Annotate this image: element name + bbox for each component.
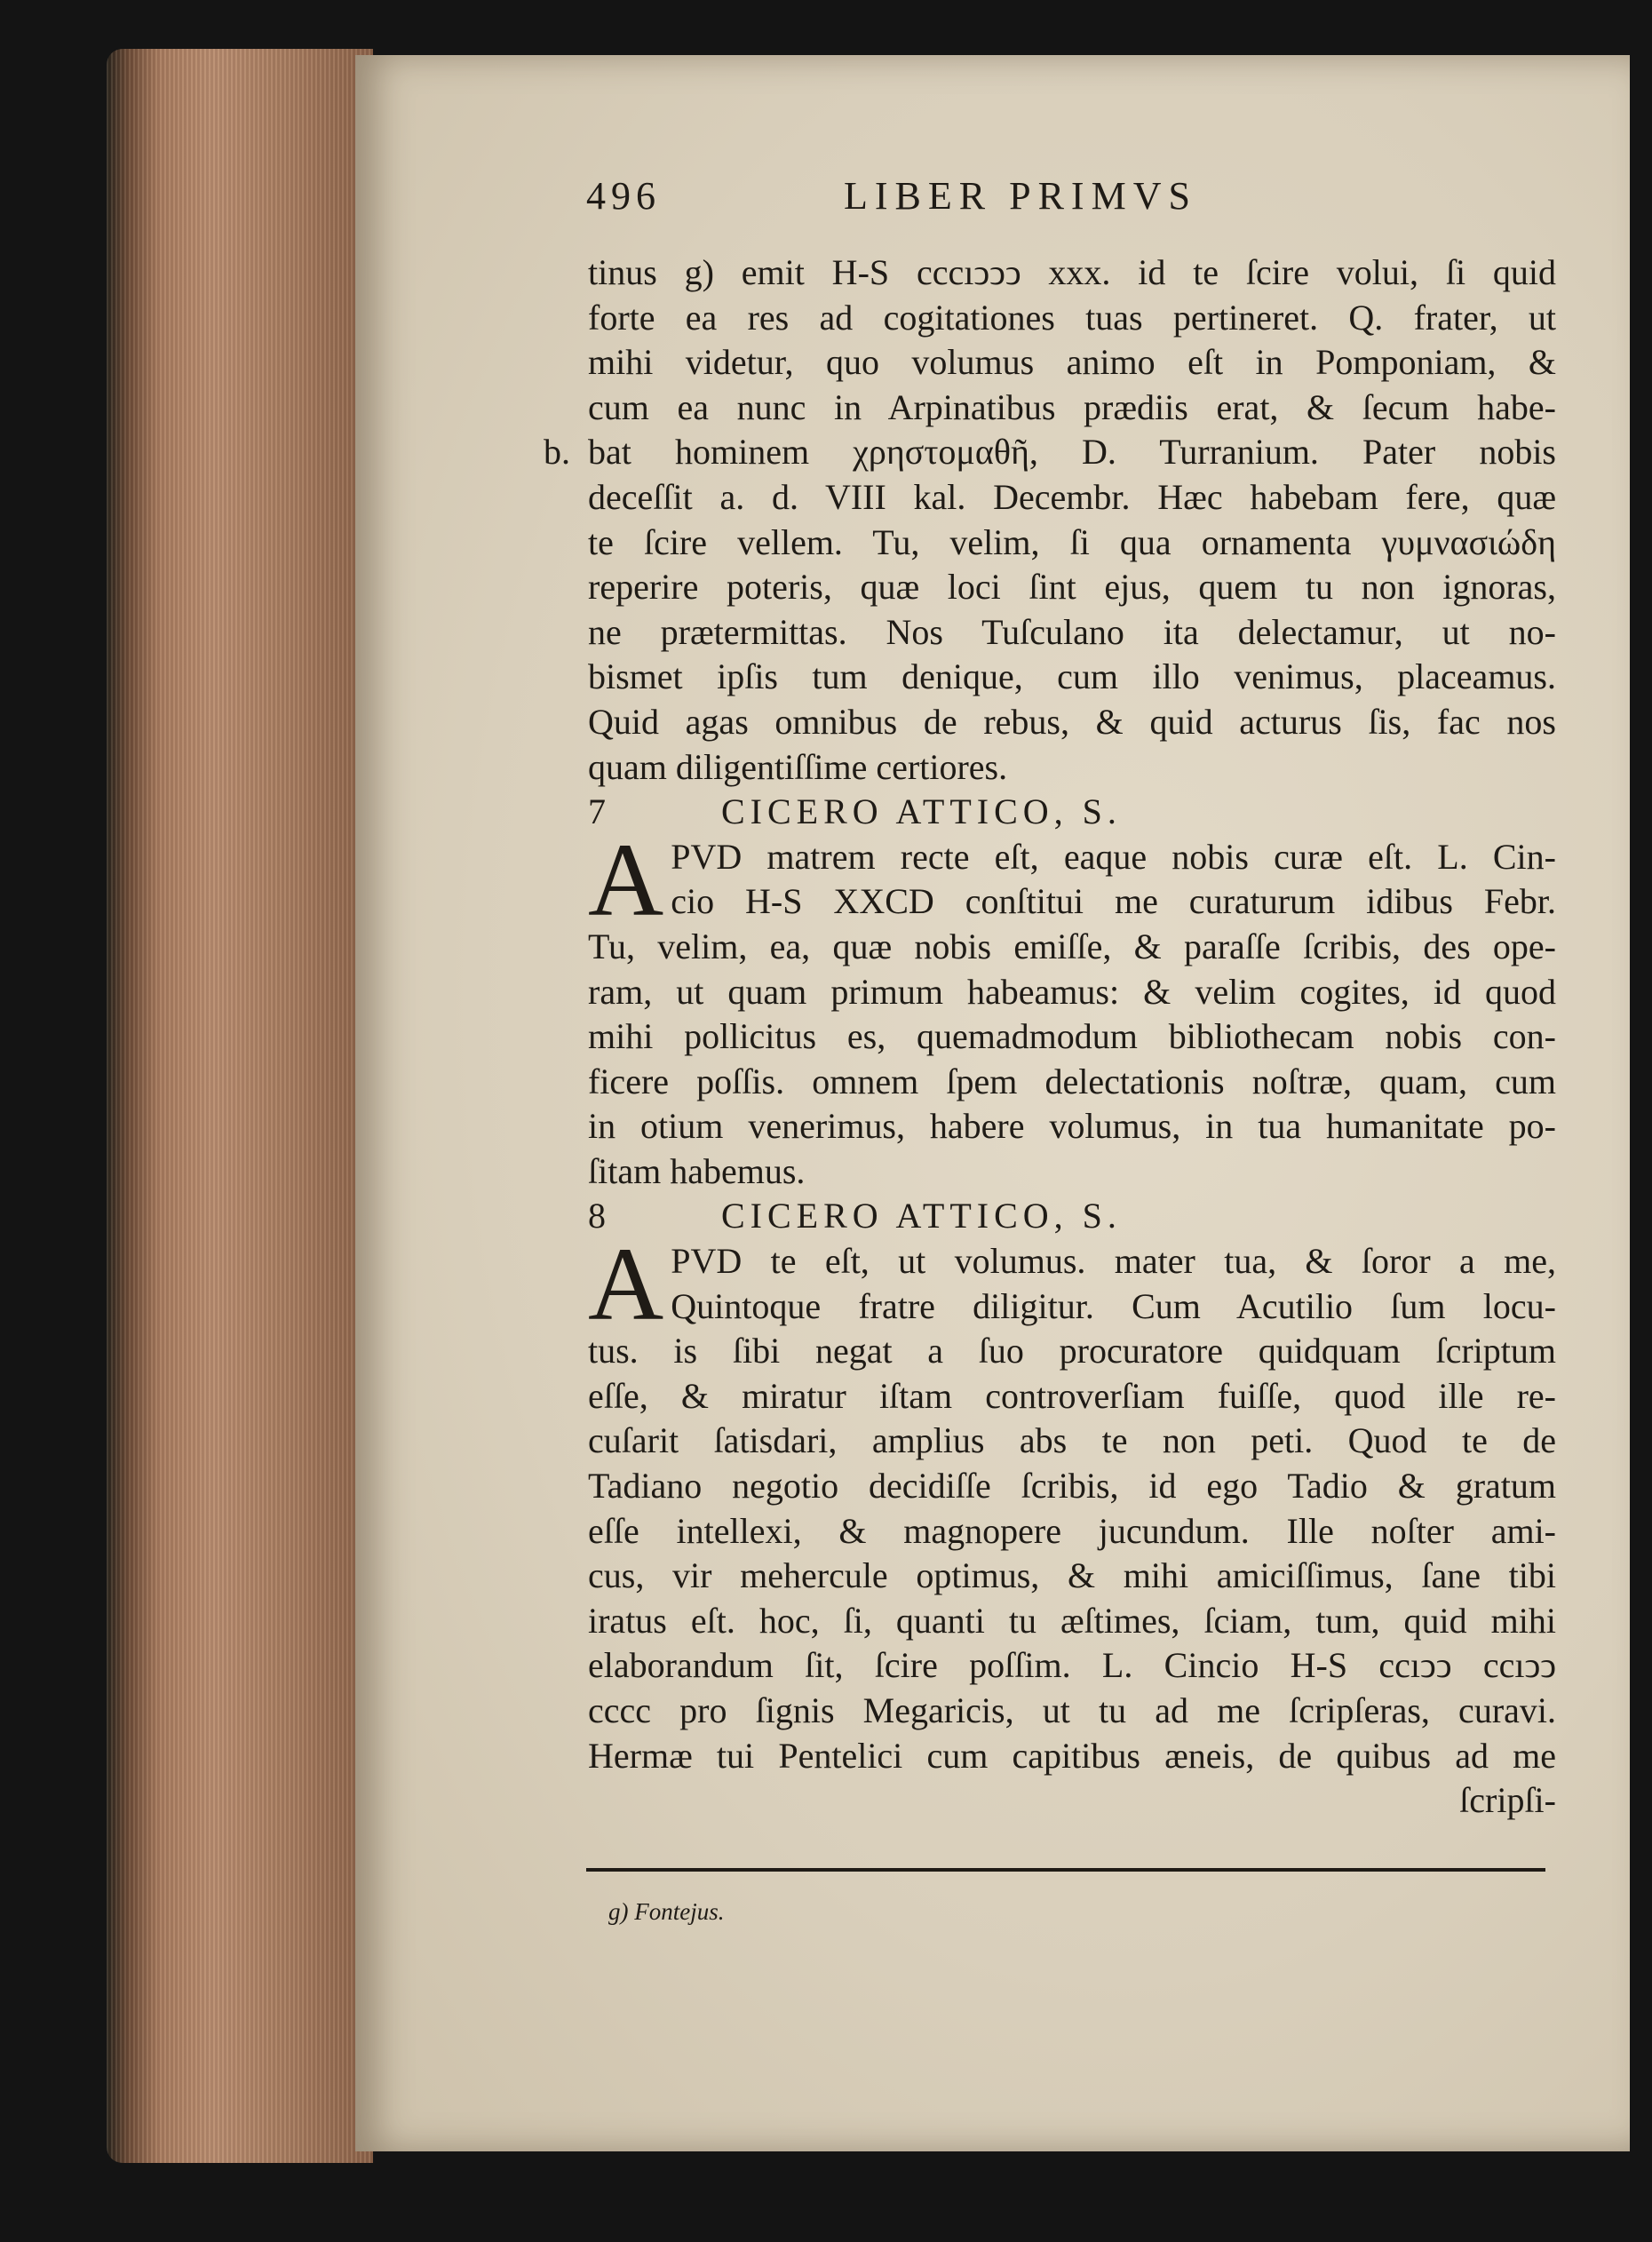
- text-line-content: bat hominem χρηστομαθῆ, D. Turranium. Pater nobis: [588, 432, 1556, 473]
- footnote-rule: [586, 1868, 1545, 1872]
- text-line: mihi pollicitus es, quemadmodum bibliothecam nobis con-: [588, 1016, 1556, 1057]
- text-line: Hermæ tui Pentelici cum capitibus æneis, de quibus ad me: [588, 1735, 1556, 1776]
- text-line: forte ea res ad cogitationes tuas pertineret. Q. frater, ut: [588, 297, 1556, 338]
- page-number: 496: [586, 174, 661, 218]
- text-line: mihi videtur, quo volumus animo eſt in Pomponiam, &: [588, 342, 1556, 383]
- text-line: eſſe intellexi, & magnopere jucundum. Ille noſter ami-: [588, 1510, 1556, 1551]
- text-line: iratus eſt. hoc, ſi, quanti tu æſtimes, ſciam, tum, quid mihi: [588, 1600, 1556, 1641]
- text-line: tus. is ſibi negat a ſuo procuratore quidquam ſcriptum: [588, 1331, 1556, 1371]
- text-line: ficere poſſis. omnem ſpem delectationis noſtræ, quam, cum: [588, 1061, 1556, 1101]
- letter-title: CICERO ATTICO, S.: [721, 791, 1122, 832]
- running-title: LIBER PRIMVS: [844, 174, 1197, 218]
- marginal-letter: b.: [544, 432, 570, 473]
- text-line: [544, 430, 1556, 475]
- letter-heading: [588, 1194, 1556, 1239]
- text-line: cus, vir mehercule optimus, & mihi amiciſſimus, ſane tibi: [588, 1555, 1556, 1596]
- footnote: g) Fontejus.: [608, 1898, 725, 1925]
- text-line: elaborandum ſit, ſcire poſſim. L. Cincio H-S ccıↄↄ ccıↄↄ: [588, 1645, 1556, 1686]
- text-line: in otium venerimus, habere volumus, in tua humanitate po-: [588, 1106, 1556, 1147]
- letter-heading: [588, 790, 1556, 835]
- catchword: ſcripſi-: [1459, 1780, 1556, 1821]
- letter-body: [588, 1226, 1556, 1824]
- text-line: cuſarit ſatisdari, amplius abs te non peti. Quod te de: [588, 1420, 1556, 1461]
- drop-cap: A: [588, 821, 664, 938]
- text-line: Quid agas omnibus de rebus, & quid acturus ſis, fac nos: [588, 701, 1556, 742]
- book-page-edges: [107, 49, 373, 2163]
- running-head: [586, 173, 1261, 227]
- text-line: tinus g) emit H-S cccıↄↄↄ xxx. id te ſcire volui, ſi quid: [588, 252, 1556, 292]
- text-line: ſitam habemus.: [588, 1150, 806, 1191]
- text-line: deceſſit a. d. VIII kal. Decembr. Hæc habebam fere, quæ: [588, 476, 1556, 517]
- letter-number: 8: [588, 1196, 606, 1236]
- text-line: PVD te eſt, ut volumus. mater tua, & ſoror a me,: [671, 1241, 1556, 1282]
- text-line: cum ea nunc in Arpinatibus prædiis erat, & ſecum habe-: [588, 386, 1556, 427]
- text-line: Quintoque fratre diligitur. Cum Acutilio ſum locu-: [671, 1285, 1556, 1326]
- text-line: te ſcire vellem. Tu, velim, ſi qua ornamenta γυμνασιώδη: [588, 521, 1556, 562]
- letter-body: [588, 821, 1556, 1195]
- text-line: cccc pro ſignis Megaricis, ut tu ad me ſcripſeras, curavi.: [588, 1690, 1556, 1730]
- text-line: ram, ut quam primum habeamus: & velim cogites, id quod: [588, 971, 1556, 1012]
- text-line: eſſe, & miratur iſtam controverſiam fuiſſe, quod ille re-: [588, 1375, 1556, 1416]
- letter-title: CICERO ATTICO, S.: [721, 1196, 1122, 1236]
- letter-number: 7: [588, 791, 606, 832]
- drop-cap: A: [588, 1226, 664, 1343]
- text-line: bismet ipſis tum denique, cum illo venimus, placeamus.: [588, 656, 1556, 697]
- text-line: reperire poteris, quæ loci ſint ejus, quem tu non ignoras,: [588, 567, 1556, 608]
- text-line: cio H-S XXCD conſtitui me curaturum idibus Febr.: [671, 881, 1556, 922]
- text-line: quam diligentiſſime certiores.: [588, 746, 1008, 787]
- text-line: PVD matrem recte eſt, eaque nobis curæ eſt. L. Cin-: [671, 836, 1556, 877]
- text-line: Tadiano negotio decidiſſe ſcribis, id ego Tadio & gratum: [588, 1466, 1556, 1507]
- body-text: [544, 250, 1556, 1824]
- text-line: Tu, velim, ea, quæ nobis emiſſe, & paraſſe ſcribis, des ope-: [588, 926, 1556, 966]
- text-line: ne prætermittas. Nos Tuſculano ita delectamur, ut no-: [588, 611, 1556, 652]
